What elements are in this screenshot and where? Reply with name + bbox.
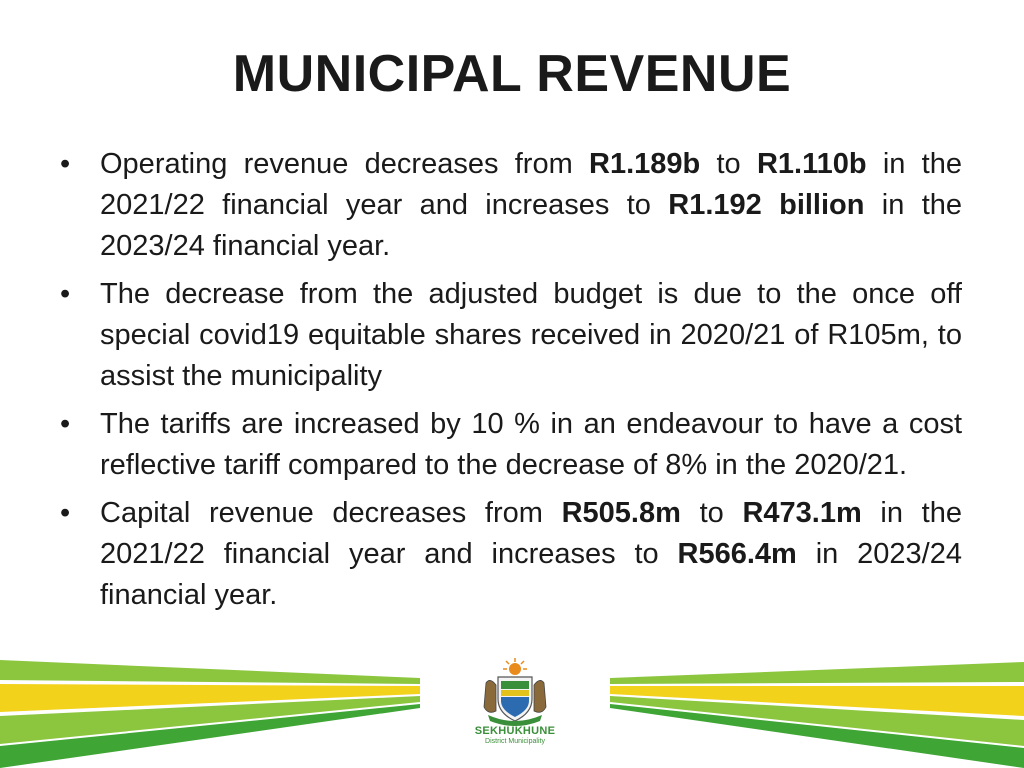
logo-wordmark: [470, 725, 560, 746]
logo-name: SEKHUKHUNE: [474, 725, 556, 737]
bullet-list: [60, 144, 962, 623]
bullet-text: to: [680, 497, 743, 529]
bullet-item: [60, 404, 962, 486]
bullet-text: in the 2023/24 financial year.: [100, 189, 963, 262]
municipality-crest-logo: [470, 655, 560, 763]
bullet-item: [60, 493, 962, 616]
bullet-text: Operating revenue decreases from: [100, 148, 589, 180]
right-stripe-green-top: [610, 662, 1024, 684]
bullet-text: in the 2021/22 financial year and increases to: [100, 148, 962, 221]
left-stripe-green-top: [0, 660, 420, 684]
bullet-emphasis: R566.4m: [677, 538, 797, 570]
bullet-emphasis: R1.192 billion: [668, 189, 865, 221]
slide-title: MUNICIPAL REVENUE: [232, 45, 792, 103]
bullet-dot: •: [60, 148, 71, 180]
bullet-item: [60, 274, 962, 397]
bullet-emphasis: R1.189b: [589, 148, 701, 180]
bullet-text: The tariffs are increased by 10 % in an endeavour to have a cost reflective tariff compared to the decrease of 8% in the 2020/21.: [100, 408, 962, 481]
logo-subtitle: District Municipality: [485, 738, 545, 745]
bullet-text: Capital revenue decreases from: [100, 497, 562, 529]
bullet-text: The decrease from the adjusted budget is due to the once off special covid19 equitable shares received in 2020/21 of R105m, to assist the municipality: [100, 278, 962, 392]
bullet-item: [60, 144, 962, 267]
bullet-emphasis: R1.110b: [756, 148, 867, 180]
bullet-dot: •: [60, 278, 71, 310]
bullet-text: in the 2021/22 financial year and increases to: [100, 497, 962, 570]
bullet-emphasis: R473.1m: [742, 497, 862, 529]
bullet-dot: •: [60, 497, 71, 529]
bullet-text: to: [700, 148, 757, 180]
bullet-text: in 2023/24 financial year.: [100, 538, 962, 611]
bullet-dot: •: [60, 408, 71, 440]
bullet-emphasis: R505.8m: [561, 497, 681, 529]
